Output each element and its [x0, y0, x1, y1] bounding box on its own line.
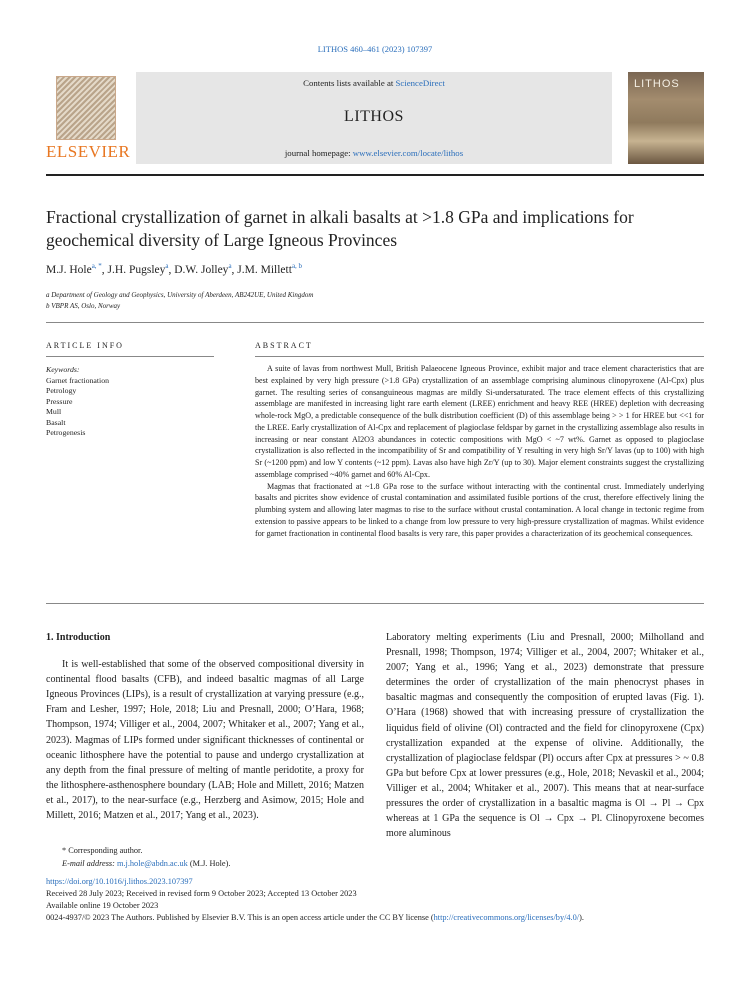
article-info-divider	[46, 356, 214, 357]
body-column-left	[46, 630, 364, 823]
abstract-text	[255, 363, 704, 539]
email-suffix: (M.J. Hole).	[187, 859, 231, 868]
author-email-link[interactable]: m.j.hole@abdn.ac.uk	[117, 859, 188, 868]
sciencedirect-link[interactable]: ScienceDirect	[395, 78, 445, 88]
email-label: E-mail address:	[62, 859, 117, 868]
doi-link[interactable]: https://doi.org/10.1016/j.lithos.2023.107397	[46, 877, 193, 886]
affiliation-item: a Department of Geology and Geophysics, University of Aberdeen, AB242UE, United Kingdom	[46, 291, 314, 299]
corresponding-author-note: * Corresponding author.	[62, 846, 143, 855]
keyword-item: Petrology	[46, 386, 77, 395]
author-affil-marker[interactable]: a	[165, 262, 169, 270]
author-name: J.M. Millett	[237, 263, 292, 276]
author-name: J.H. Pugsley	[107, 263, 166, 276]
keyword-item: Petrogenesis	[46, 428, 86, 437]
license-line	[46, 912, 584, 924]
author-affil-marker[interactable]: a	[228, 262, 232, 270]
abstract-heading: ABSTRACT	[255, 341, 313, 350]
license-prefix: 0024-4937/© 2023 The Authors. Published by Elsevier B.V. This is an open access article under the CC BY license (	[46, 913, 434, 922]
journal-cover-image	[628, 72, 704, 164]
abstract-paragraph: A suite of lavas from northwest Mull, British Palaeocene Igneous Province, exhibit major and trace element characteristics that are best explained by very high pressure (>1.8 GPa) crystallization of an assemblage comprising aluminous clinopyroxene (Al-Cpx) plus garnet. The resulting series of consanguineous magmas are mildly Si-undersaturated. The trace element effects of this crystallizing assemblage are manifested in increasing light rare earth element (LREE) enrichment and heavy REE (HREE) depletion with decreasing whole-rock MgO, a predictable consequence of the bulk distribution coefficient (D) of this assemblage being > > 1 for HREE but <<1 for the LREE. Early crystallization of Al-Cpx and replacement of plagioclase feldspar by garnet in the crystallizing assemblage also results in increasing or near constant Al2O3 abundances in cotectic compositions with MgO < ~7 wt%. Garnet as opposed to plagioclase crystallization is also reflected in the incompatibility of Sr and compatibility of Y resulting in very high Sr/Y lavas (up to 100) with high Sr (~1200 ppm) and low Y contents (~12 ppm). Lavas also have high Zr/Y (up to 30). Major element constraints suggest the crystallizing assemblage comprised ~40% garnet and 60% Al-Cpx.	[255, 364, 704, 479]
author-list: M.J. Hole$^{a, *}$, J.H. Pugsley$^a$, D.W. Jolley$^a$, J.M. Millett$^{a, b}$	[46, 262, 303, 276]
journal-header-band	[136, 72, 612, 164]
license-suffix: ).	[579, 913, 584, 922]
keyword-item: Garnet fractionation	[46, 375, 109, 385]
publication-info	[46, 876, 584, 924]
body-column-right	[386, 630, 704, 841]
author-affil-marker[interactable]: a, *	[91, 262, 102, 270]
keywords-label: Keywords:	[46, 365, 80, 374]
author-name: D.W. Jolley	[174, 263, 229, 276]
cover-title: LITHOS	[634, 78, 680, 90]
abstract-divider	[255, 356, 704, 357]
license-link[interactable]: http://creativecommons.org/licenses/by/4.0/	[433, 913, 580, 922]
homepage-prefix: journal homepage:	[284, 148, 353, 158]
affiliation-divider	[46, 322, 704, 323]
publisher-name: ELSEVIER	[46, 142, 131, 161]
keyword-item: Pressure	[46, 396, 73, 406]
affiliations	[46, 290, 313, 312]
received-dates: Received 28 July 2023; Received in revised form 9 October 2023; Accepted 13 October 2023	[46, 889, 357, 898]
footnote	[62, 844, 230, 870]
journal-name: LITHOS	[344, 108, 404, 125]
contents-line	[136, 78, 612, 88]
journal-homepage-link[interactable]: www.elsevier.com/locate/lithos	[352, 148, 464, 158]
author-name: M.J. Hole	[46, 263, 92, 276]
abstract-bottom-divider	[46, 603, 704, 604]
available-online: Available online 19 October 2023	[46, 901, 159, 910]
keyword-item: Basalt	[46, 417, 66, 427]
body-paragraph: It is well-established that some of the observed compositional diversity in continental flood basalts (CFB), and indeed basaltic magmas of all Large Igneous Provinces (LIPs), is a result of crystallization at varying pressure (e.g., Fram and Lesher, 1997; Hole, 2018; Liu and Presnall, 2000; O’Hara, 1968; Thompson, 1974; Villiger et al., 2004, 2007; Whitaker et al., 2007; Yang et al., 2023). Magmas of LIPs formed under significant thicknesses of continental or oceanic lithosphere have the potential to pause and undergo crystallization at any depth from the final pressure of melting of mantle peridotite, a proxy for the lithosphere-asthenosphere boundary (LAB; Hole and Millett, 2016; Matzen et al., 2017), to the near-surface (e.g., Herzberg and Asimow, 2015; Hole and Millett, 2016; Matzen et al., 2017; Yang et al., 2023).	[46, 659, 364, 822]
email-line	[62, 857, 230, 870]
keywords-block	[46, 365, 214, 439]
contents-prefix: Contents lists available at	[303, 78, 396, 88]
elsevier-logo	[46, 72, 131, 162]
journal-citation[interactable]: LITHOS 460–461 (2023) 107397	[317, 44, 433, 54]
section-heading: 1. Introduction	[46, 632, 111, 643]
article-info-heading: ARTICLE INFO	[46, 341, 124, 350]
elsevier-tree-icon	[56, 76, 116, 140]
abstract-paragraph: Magmas that fractionated at ~1.8 GPa rose to the surface without interacting with the continental crust. Immediately underlying basalts and picrites show evidence of crustal contamination and assimilated fusible portions of the crust, therefore effectively lining the plumbing system and allowing later magmas to rise to the surface without crustal contamination. A local change in tectonic regime from extension to passive appears to be linked to a change from low pressure to very high-pressure crystallization of magmas. Whilst evidence for garnet fractionation in continental flood basalts is very rare, this paper provides a characterization of its geochemical consequences.	[255, 481, 704, 538]
body-paragraph: Laboratory melting experiments (Liu and Presnall, 2000; Milholland and Presnall, 1998; Thompson, 1974; Villiger et al., 2004, 2007; Whitaker et al., 2007; Yang et al., 1996; Yang et al., 2023) demonstrate that pressure determines the order of crystallization of the main phenocryst phases in basaltic magmas and consequently the composition of erupted lavas (Fig. 1). O’Hara (1968) showed that with increasing pressure of crystallization the liquidus field of olivine (Ol) contracted and the field for clinopyroxene (Cpx) crystallization expanded at the expense of olivine. Additionally, the crystallization of plagioclase feldspar (Pl) occurs after Cpx at pressures > ~ 0.8 GPa but before Cpx at lower pressures (e.g., Hole, 2018; Nevaskil et al., 2004; Villiger et al., 2004; Whitaker et al., 2007). This means that at near-surface pressures the order of crystallization in a basaltic magma is Ol → Pl → Cpx whereas at 1 GPa the sequence is Ol → Cpx → Pl. Clinopyroxene becomes more aluminous	[386, 632, 704, 840]
paper-title: Fractional crystallization of garnet in alkali basalts at >1.8 GPa and implications for geochemical diversity of Large Igneous Provinces	[46, 207, 634, 250]
affiliation-item: b VBPR AS, Oslo, Norway	[46, 302, 121, 310]
keyword-item: Mull	[46, 407, 62, 416]
homepage-line	[136, 148, 612, 158]
header-divider	[46, 174, 704, 176]
author-affil-marker[interactable]: a, b	[291, 262, 303, 270]
